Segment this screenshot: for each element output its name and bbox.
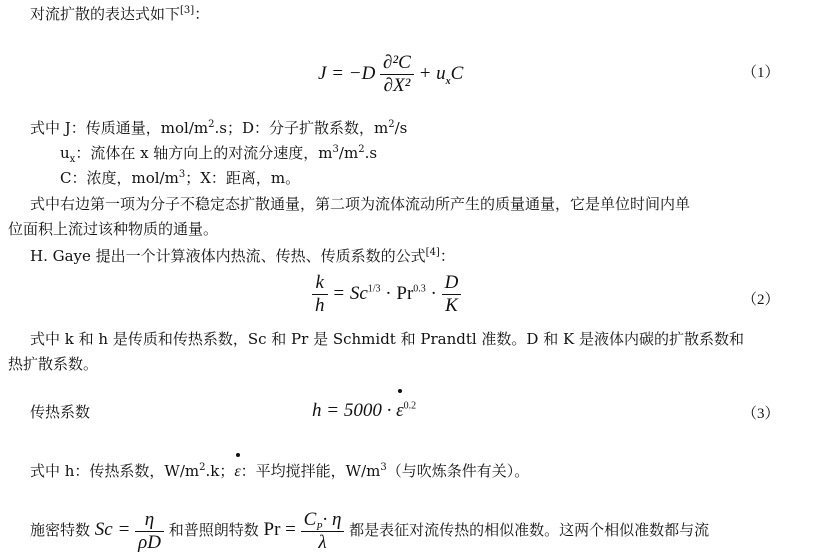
intro-line: 对流扩散的表达式如下[3]： xyxy=(30,5,210,23)
equation-2: $\frac{k}{h}$ = $Sc^{1/3} \cdot Pr^{0.3}$ · $\frac{D}{K}$ xyxy=(312,272,461,317)
definition-line-2: $u_x$：流体在 x 轴方向上的对流分速度，$m^3/m^2.s$ xyxy=(60,144,378,165)
equation-2-number: （2） xyxy=(742,292,780,308)
heat-transfer-label: 传热系数 xyxy=(30,403,91,421)
equation-1: J = −D $\frac{\text{∂²C}}{\text{∂X²}}$ + $u_xC$ xyxy=(318,52,464,97)
paragraph-2-line-2: 热扩散系数。 xyxy=(8,355,99,373)
definition-line-1: 式中 J：传质通量，mol/$m^2.s$；D：分子扩散系数，$m^2/s$ xyxy=(30,119,408,137)
equation-3: $h = 5000 \cdot \varepsilon^{0.2}$ xyxy=(312,398,416,424)
equation-1-number: （1） xyxy=(742,65,780,81)
paragraph-1-line-1: 式中右边第一项为分子不稳定态扩散通量，第二项为流体流动所产生的质量通量，它是单位时间内单 xyxy=(30,195,691,213)
epsilon-dot: ε xyxy=(396,398,404,424)
citation-4: [4] xyxy=(425,247,440,258)
definition-line-3: C：浓度，mol/$m^3$；X：距离，m。 xyxy=(60,169,301,187)
definition-line-4: 式中 h：传热系数，$W/m^2.k$；ε：平均搅拌能，$W/m^3$（与吹炼条件有关）。 xyxy=(30,462,530,480)
paragraph-1-line-2: 位面积上流过该种物质的通量。 xyxy=(8,220,219,238)
last-line: 施密特数 Sc = $\frac{\eta}{\rho D}$ 和普照朗特数 Pr = $\frac{C_P\cdot \eta}{\lambda}$ 都是表征对流传热的相似准数。这两个相似准数都与流 xyxy=(30,508,710,553)
citation-3: [3] xyxy=(180,5,195,16)
equation-3-number: （3） xyxy=(742,406,780,422)
eq1-fraction: $\frac{\text{∂²C}}{\text{∂X²}}$ xyxy=(380,52,414,97)
paragraph-2-line-1: 式中 k 和 h 是传质和传热系数，Sc 和 Pr 是 Schmidt 和 Prandtl 准数。D 和 K 是液体内碳的扩散系数和 xyxy=(30,330,744,348)
intro-text: 对流扩散的表达式如下 xyxy=(30,5,181,23)
gaye-line: H. Gaye 提出一个计算液体内热流、传热、传质系数的公式[4]： xyxy=(30,247,455,265)
